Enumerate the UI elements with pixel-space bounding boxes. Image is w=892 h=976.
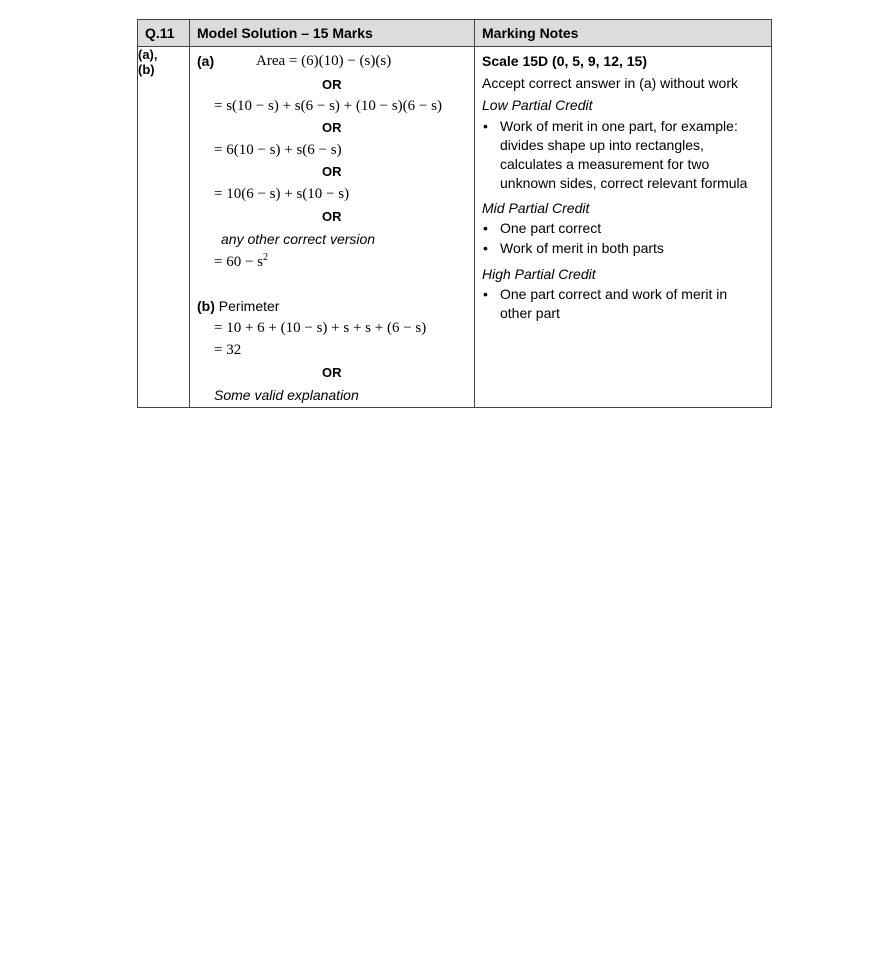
high-item-line-2: other part bbox=[500, 305, 560, 321]
or-label-b: OR bbox=[322, 365, 342, 380]
part-b-title: Perimeter bbox=[214, 298, 280, 314]
part-label-a: (a), bbox=[138, 47, 158, 62]
area-formula: Area = (6)(10) − (s)(s) bbox=[256, 53, 392, 69]
model-solution-cell bbox=[190, 47, 475, 408]
high-item-line-1: One part correct and work of merit in bbox=[500, 286, 728, 302]
mid-item-1: One part correct bbox=[500, 220, 602, 236]
low-partial-title: Low Partial Credit bbox=[482, 97, 593, 113]
bullet-icon: • bbox=[483, 220, 488, 236]
area-result-base: = 60 − s bbox=[214, 254, 264, 270]
or-label-4: OR bbox=[322, 209, 342, 224]
high-partial-title: High Partial Credit bbox=[482, 266, 596, 282]
header-question: Q.11 bbox=[138, 20, 190, 47]
header-row bbox=[138, 20, 772, 47]
header-solution: Model Solution – 15 Marks bbox=[190, 20, 475, 47]
any-other-version: any other correct version bbox=[221, 231, 376, 247]
bullet-icon: • bbox=[483, 286, 488, 302]
marking-scheme-sheet bbox=[137, 19, 771, 409]
part-a-label: (a) bbox=[197, 53, 215, 69]
perimeter-expression: = 10 + 6 + (10 − s) + s + s + (6 − s) bbox=[214, 320, 427, 336]
area-result-exponent: 2 bbox=[263, 252, 269, 263]
valid-explanation: Some valid explanation bbox=[214, 387, 359, 403]
low-item-line-1: Work of merit in one part, for example: bbox=[500, 118, 738, 134]
marking-notes-cell bbox=[475, 47, 772, 408]
bullet-icon: • bbox=[483, 240, 488, 256]
content-row bbox=[138, 47, 772, 408]
low-item-line-3: calculates a measurement for two bbox=[500, 156, 710, 172]
area-alternative-2: = 6(10 − s) + s(6 − s) bbox=[214, 142, 342, 158]
marking-scheme-table bbox=[137, 19, 772, 408]
or-label-2: OR bbox=[322, 120, 342, 135]
low-item-line-4: unknown sides, correct relevant formula bbox=[500, 175, 748, 191]
mid-item-2: Work of merit in both parts bbox=[500, 240, 664, 256]
header-notes: Marking Notes bbox=[475, 20, 772, 47]
part-b-heading bbox=[197, 298, 279, 314]
accept-line: Accept correct answer in (a) without work bbox=[482, 75, 738, 91]
low-item-line-2: divides shape up into rectangles, bbox=[500, 137, 704, 153]
bullet-icon: • bbox=[483, 118, 488, 134]
mid-partial-title: Mid Partial Credit bbox=[482, 200, 590, 216]
or-label-3: OR bbox=[322, 164, 342, 179]
area-alternative-1: = s(10 − s) + s(6 − s) + (10 − s)(6 − s) bbox=[214, 98, 442, 114]
part-label-b: (b) bbox=[138, 62, 155, 77]
area-result bbox=[214, 252, 268, 271]
area-alternative-3: = 10(6 − s) + s(10 − s) bbox=[214, 186, 350, 202]
scale-line: Scale 15D (0, 5, 9, 12, 15) bbox=[482, 53, 647, 69]
parts-cell bbox=[138, 47, 190, 408]
part-b-label: (b) bbox=[197, 298, 215, 314]
perimeter-result: = 32 bbox=[214, 342, 242, 358]
or-label-1: OR bbox=[322, 77, 342, 92]
